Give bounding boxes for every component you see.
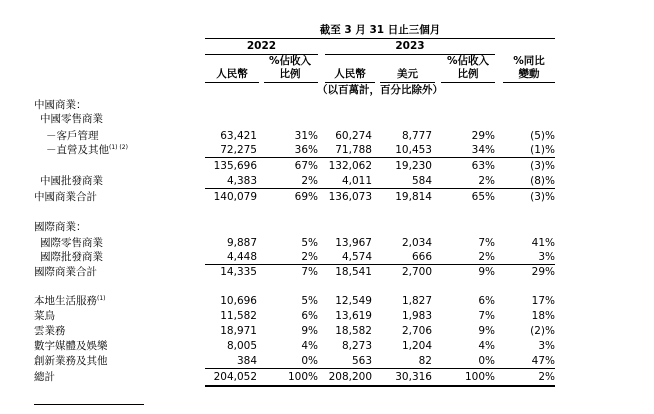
cell-yoy: 2%: [538, 371, 555, 383]
cell-rmb-2022: 11,582: [220, 310, 257, 322]
unit-note: （以百萬計，百分比除外）: [317, 84, 443, 96]
row-label: 雲業務: [34, 325, 66, 337]
cell-yoy: 17%: [531, 295, 555, 307]
cell-yoy: 41%: [531, 237, 555, 249]
cell-pct-2023: 7%: [478, 310, 495, 322]
col-underline-pct-2022: [264, 82, 318, 83]
year-2023-header: 2023: [395, 40, 425, 52]
cell-yoy: (1)%: [530, 144, 555, 156]
table-row: [0, 265, 654, 279]
cell-pct-2022: 6%: [301, 310, 318, 322]
cell-usd-2023: 1,204: [401, 340, 432, 352]
cell-rmb-2023: 13,619: [335, 310, 372, 322]
row-label: 中國批發商業: [40, 175, 103, 187]
cell-usd-2023: 666: [411, 251, 432, 263]
cell-rmb-2023: 71,788: [335, 144, 372, 156]
cell-rmb-2023: 13,967: [335, 237, 372, 249]
footnote-ref: (1): [97, 295, 106, 302]
row-label: [46, 143, 128, 157]
table-row: [0, 143, 654, 157]
col-yoy-line2: 變動: [518, 68, 540, 80]
cell-yoy: (5)%: [530, 130, 555, 142]
table-row: [0, 159, 654, 173]
subtotal-rule: [205, 157, 555, 158]
cell-rmb-2023: 18,582: [335, 325, 372, 337]
cell-rmb-2023: 4,011: [341, 175, 372, 187]
cell-usd-2023: 2,706: [401, 325, 432, 337]
col-pct-2022-line2: 比例: [279, 68, 301, 80]
table-row: [0, 174, 654, 188]
cell-yoy: 3%: [538, 251, 555, 263]
col-underline-pct-2023: [441, 82, 495, 83]
cell-usd-2023: 19,814: [395, 191, 432, 203]
cell-usd-2023: 2,700: [401, 266, 432, 278]
table-row: [0, 370, 654, 384]
cell-pct-2023: 34%: [471, 144, 495, 156]
table-row: [0, 309, 654, 323]
cell-rmb-2023: 8,273: [341, 340, 372, 352]
cell-pct-2022: 36%: [294, 144, 318, 156]
grand-total-double-rule: [205, 385, 555, 387]
cell-yoy: (2)%: [530, 325, 555, 337]
row-label: 總計: [34, 371, 55, 383]
cell-yoy: 18%: [531, 310, 555, 322]
cell-rmb-2023: 12,549: [335, 295, 372, 307]
china-section-title-row: [0, 98, 654, 112]
cell-usd-2023: 1,983: [401, 310, 432, 322]
col-yoy-line1: %同比: [513, 55, 545, 67]
cell-pct-2023: 2%: [478, 175, 495, 187]
row-label: 國際商業合計: [34, 266, 97, 278]
col-underline-yoy: [503, 82, 555, 83]
cell-pct-2022: 31%: [294, 130, 318, 142]
cell-rmb-2023: 4,574: [341, 251, 372, 263]
table-row: [0, 236, 654, 250]
row-label-text: 本地生活服務: [34, 295, 97, 307]
table-row: [0, 250, 654, 264]
col-rmb-2023: 人民幣: [334, 68, 366, 80]
row-label: 創新業務及其他: [34, 355, 108, 367]
period-header: 截至 3 月 31 日止三個月: [319, 24, 441, 36]
cell-rmb-2023: 208,200: [328, 371, 372, 383]
cell-rmb-2022: 204,052: [213, 371, 257, 383]
cell-rmb-2022: 140,079: [213, 191, 257, 203]
cell-rmb-2022: 14,335: [220, 266, 257, 278]
col-underline-rmb-2022: [205, 82, 259, 83]
cell-usd-2023: 584: [411, 175, 432, 187]
cell-pct-2022: 2%: [301, 251, 318, 263]
cell-pct-2023: 63%: [471, 160, 495, 172]
row-label: 中國商業合計: [34, 191, 97, 203]
cell-yoy: (3)%: [530, 160, 555, 172]
cell-pct-2022: 5%: [301, 295, 318, 307]
cell-yoy: 29%: [531, 266, 555, 278]
row-label: 數字媒體及娛樂: [34, 340, 108, 352]
row-label: 國際零售商業: [40, 237, 103, 249]
cell-rmb-2023: 60,274: [335, 130, 372, 142]
cell-pct-2023: 2%: [478, 251, 495, 263]
cell-pct-2022: 7%: [301, 266, 318, 278]
cell-yoy: 47%: [531, 355, 555, 367]
year-2022-header: 2022: [246, 40, 277, 52]
cell-rmb-2022: 18,971: [220, 325, 257, 337]
cell-rmb-2023: 18,541: [335, 266, 372, 278]
table-row: [0, 354, 654, 368]
cell-usd-2023: 1,827: [401, 295, 432, 307]
cell-rmb-2023: 132,062: [328, 160, 372, 172]
cell-pct-2022: 67%: [294, 160, 318, 172]
cell-pct-2023: 6%: [478, 295, 495, 307]
cell-rmb-2022: 4,383: [226, 175, 257, 187]
col-pct-2023-line2: 比例: [457, 68, 479, 80]
subtotal-rule: [205, 188, 555, 189]
col-pct-2023-line1: %佔收入: [446, 55, 490, 67]
cell-usd-2023: 2,034: [401, 237, 432, 249]
footnote-ref: (1) (2): [109, 144, 128, 151]
cell-rmb-2023: 136,073: [328, 191, 372, 203]
cell-pct-2022: 69%: [294, 191, 318, 203]
cell-yoy: 3%: [538, 340, 555, 352]
row-label: －客戶管理: [46, 130, 99, 142]
table-row: [0, 324, 654, 338]
col-usd-2023: 美元: [397, 68, 418, 80]
col-underline-usd-2023: [380, 82, 435, 83]
cell-pct-2023: 9%: [478, 325, 495, 337]
cell-rmb-2022: 9,887: [226, 237, 257, 249]
cell-pct-2023: 100%: [464, 371, 495, 383]
table-row: [0, 339, 654, 353]
footnote-separator: [34, 404, 144, 405]
row-label: [34, 294, 106, 308]
row-label: 國際批發商業: [40, 251, 103, 263]
period-underline: [205, 38, 555, 39]
cell-pct-2023: 7%: [478, 237, 495, 249]
cell-rmb-2022: 72,275: [220, 144, 257, 156]
table-row: [0, 190, 654, 204]
cell-rmb-2022: 135,696: [213, 160, 257, 172]
china-retail-title: 中國零售商業: [40, 113, 103, 125]
cell-pct-2022: 100%: [287, 371, 318, 383]
cell-pct-2023: 29%: [471, 130, 495, 142]
col-pct-2022-line1: %佔收入: [268, 55, 312, 67]
cell-usd-2023: 30,316: [395, 371, 432, 383]
intl-section-title: 國際商業：: [34, 221, 87, 233]
cell-usd-2023: 8,777: [401, 130, 432, 142]
china-section-title: 中國商業：: [34, 99, 87, 111]
cell-pct-2022: 9%: [301, 325, 318, 337]
col-rmb-2022: 人民幣: [216, 68, 248, 80]
row-label: 菜鳥: [34, 310, 55, 322]
cell-usd-2023: 19,230: [395, 160, 432, 172]
cell-pct-2023: 9%: [478, 266, 495, 278]
cell-pct-2022: 5%: [301, 237, 318, 249]
cell-rmb-2023: 563: [351, 355, 372, 367]
cell-pct-2023: 4%: [478, 340, 495, 352]
cell-rmb-2022: 10,696: [220, 295, 257, 307]
cell-pct-2022: 4%: [301, 340, 318, 352]
cell-rmb-2022: 63,421: [220, 130, 257, 142]
cell-pct-2023: 0%: [478, 355, 495, 367]
col-underline-rmb-2023: [325, 82, 375, 83]
table-row: [0, 129, 654, 143]
cell-rmb-2022: 8,005: [226, 340, 257, 352]
table-row: [0, 294, 654, 308]
intl-section-title-row: [0, 220, 654, 234]
cell-yoy: (8)%: [530, 175, 555, 187]
cell-pct-2022: 2%: [301, 175, 318, 187]
total-rule: [205, 368, 555, 369]
cell-usd-2023: 10,453: [395, 144, 432, 156]
row-label-text: －直營及其他: [46, 144, 109, 156]
cell-pct-2023: 65%: [471, 191, 495, 203]
cell-yoy: (3)%: [530, 191, 555, 203]
cell-pct-2022: 0%: [301, 355, 318, 367]
cell-rmb-2022: 4,448: [226, 251, 257, 263]
cell-rmb-2022: 384: [236, 355, 257, 367]
china-retail-title-row: [0, 112, 654, 126]
cell-usd-2023: 82: [418, 355, 432, 367]
